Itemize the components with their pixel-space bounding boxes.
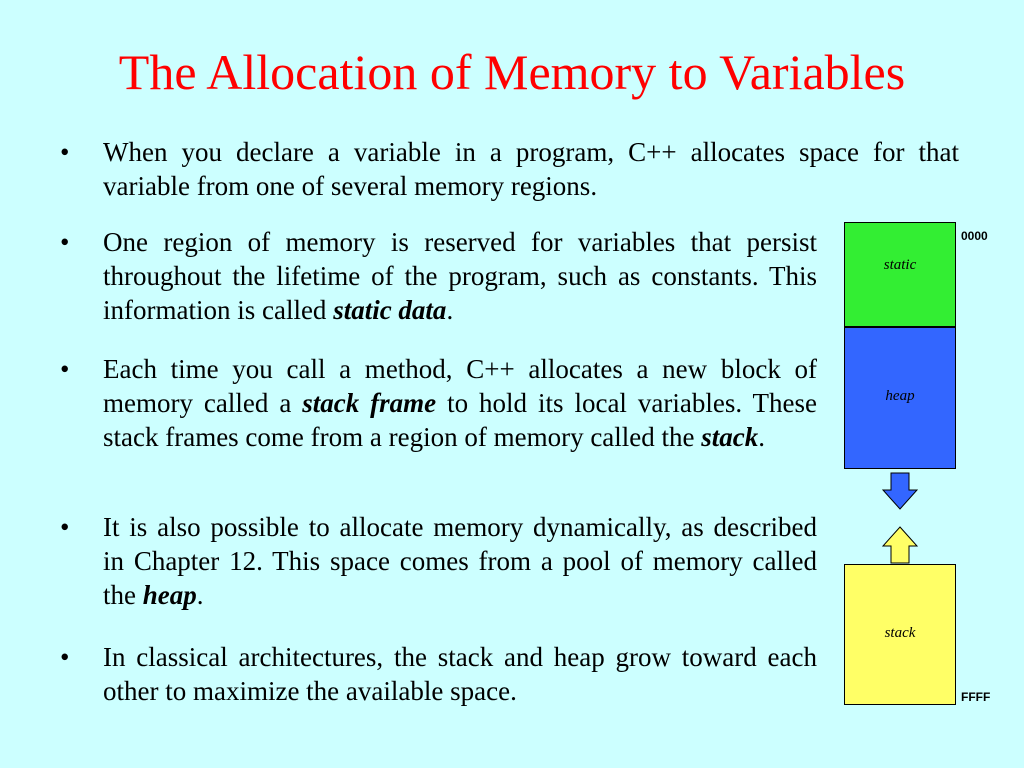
stack-label: stack [884,625,916,641]
address-bottom: FFFF [961,690,991,704]
bullet-5 [60,640,817,708]
bullet-4 [60,510,817,612]
bullet-1-text: When you declare a variable in a program, C++ allocates space for that variable from one of several memory regions. [103,137,959,201]
bullet-dot: • [60,512,70,542]
bullet-dot: • [60,227,70,257]
term-heap: heap [142,580,197,610]
bullet-5-text: In classical architectures, the stack and heap grow toward each other to maximize the available space. [103,642,817,706]
static-data-label: static [883,257,917,273]
term-stack: stack [701,422,759,452]
address-top: 0000 [961,229,988,243]
stack-region [844,564,956,705]
arrow-down-icon [882,472,918,510]
arrow-up-icon [882,526,918,564]
bullet-3-text: Each time you call a method, C++ allocates a new block of memory called a stack frame to hold its local variables. These stack frames come from a region of memory called the stack. [103,354,817,452]
term-stack-frame: stack frame [302,388,437,418]
static-data-region [844,222,956,327]
bullet-1 [60,135,959,203]
heap-label: heap [885,388,915,404]
term-static-data: static data [333,295,447,325]
slide-title: The Allocation of Memory to Variables [118,44,906,100]
bullet-3 [60,352,817,454]
heap-region [844,327,956,469]
bullet-4-text: It is also possible to allocate memory dynamically, as described in Chapter 12. This space comes from a pool of memory called the heap. [103,512,817,610]
bullet-dot: • [60,137,70,167]
bullet-2-text: One region of memory is reserved for variables that persist throughout the lifetime of the program, such as constants. This information is called static data. [103,227,817,325]
bullet-dot: • [60,642,70,672]
bullet-2 [60,225,817,327]
bullet-dot: • [60,354,70,384]
